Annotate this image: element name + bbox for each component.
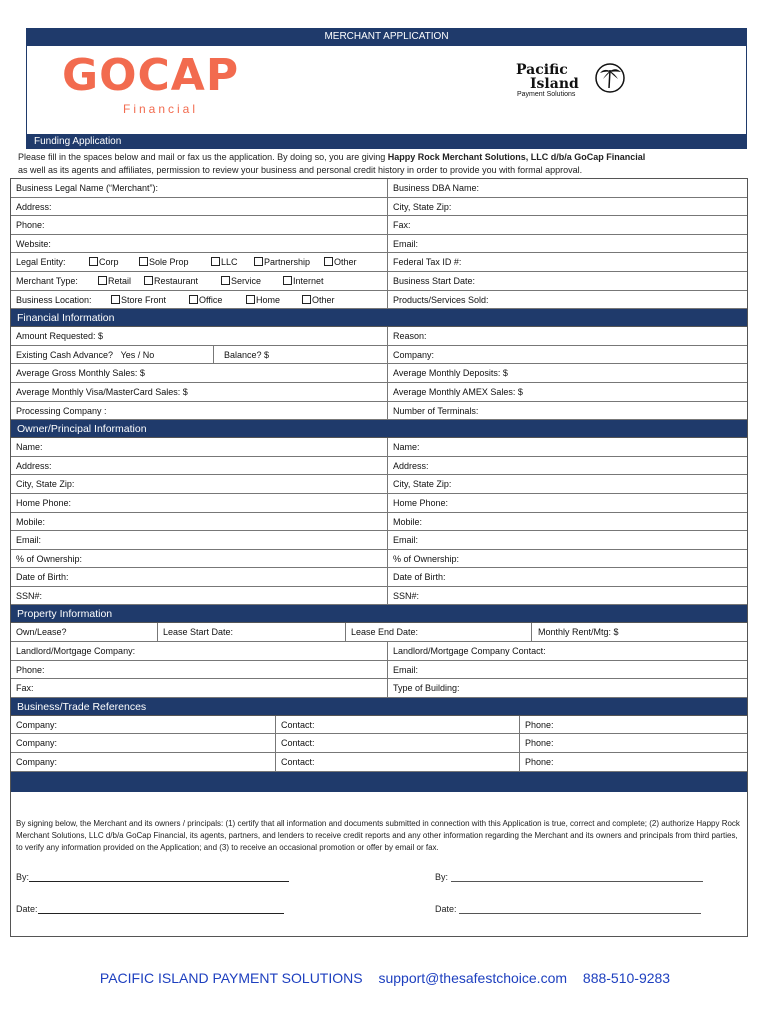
owner1-ssn-field[interactable]: SSN#: <box>16 590 43 601</box>
owner2-home-phone-field[interactable]: Home Phone: <box>387 494 749 512</box>
merchant-type-group <box>11 272 387 290</box>
avg-gross-sales-field[interactable]: Average Gross Monthly Sales: $ <box>16 368 145 379</box>
form-row <box>11 661 747 680</box>
building-type-field[interactable]: Type of Building: <box>387 679 749 697</box>
form-row <box>11 457 747 476</box>
owner2-address-field[interactable]: Address: <box>387 457 749 475</box>
form-row <box>11 364 747 383</box>
avg-amex-sales-field[interactable]: Average Monthly AMEX Sales: $ <box>387 383 749 401</box>
business-location-group <box>11 291 387 309</box>
processing-company-field[interactable]: Processing Company : <box>16 405 107 416</box>
trade-references-header: Business/Trade References <box>11 698 747 716</box>
own-lease-field[interactable]: Own/Lease? <box>16 627 67 638</box>
other-entity-checkbox[interactable] <box>324 257 333 266</box>
business-start-date-field[interactable]: Business Start Date: <box>387 272 749 290</box>
owner-signature-line[interactable] <box>435 872 703 882</box>
business-address-field[interactable]: Address: <box>16 201 52 212</box>
owner-information-header: Owner/Principal Information <box>11 420 747 438</box>
partnership-checkbox[interactable] <box>254 257 263 266</box>
form-row <box>11 513 747 532</box>
owner2-name-field[interactable]: Name: <box>387 438 749 456</box>
pacific-island-logo-tagline: Payment Solutions <box>517 91 576 98</box>
landlord-company-field[interactable]: Landlord/Mortgage Company: <box>16 646 136 657</box>
by-label: By: <box>435 871 449 882</box>
other-location-checkbox[interactable] <box>302 295 311 304</box>
internet-checkbox[interactable] <box>283 276 292 285</box>
legal-entity-label: Legal Entity: <box>16 257 66 268</box>
merchant-type-label: Merchant Type: <box>16 275 78 286</box>
lease-start-date-field[interactable]: Lease Start Date: <box>157 623 345 641</box>
form-row <box>11 679 747 698</box>
merchant-date-line[interactable] <box>16 904 284 914</box>
funding-application-title: Funding Application <box>34 136 122 147</box>
home-checkbox[interactable] <box>246 295 255 304</box>
section-divider-band <box>11 772 747 792</box>
authorization-disclaimer: By signing below, the Merchant and its owners / principals: (1) certify that all information and documents submitted in connection with this Application is true, correct and complete; (2) authorize Happy Rock Merchant Solutions, LLC d/b/a GoCap Financial, its agents, partners, and lenders to receive credit reports and any other information regarding the Merchant and its owners and principals from third parties, to verify any information provided on the Application; and (3) to receive an occasional promotion or offer by email or fax. <box>16 818 740 852</box>
reference-row <box>11 716 747 735</box>
form-row <box>11 531 747 550</box>
amount-requested-field[interactable]: Amount Requested: $ <box>16 331 104 342</box>
property-information-header: Property Information <box>11 605 747 623</box>
form-row <box>11 253 747 272</box>
owner1-city-field[interactable]: City, State Zip: <box>16 479 75 490</box>
yes-no-option[interactable]: Yes / No <box>120 349 155 360</box>
owner2-city-field[interactable]: City, State Zip: <box>387 475 749 493</box>
owner1-email-field[interactable]: Email: <box>16 535 42 546</box>
intro-company-name: Happy Rock Merchant Solutions, LLC d/b/a GoCap Financial <box>387 152 646 162</box>
retail-checkbox[interactable] <box>98 276 107 285</box>
retail-label: Retail <box>108 275 132 286</box>
corp-checkbox[interactable] <box>89 257 98 266</box>
internet-label: Internet <box>293 275 324 286</box>
business-dba-field[interactable]: Business DBA Name: <box>387 179 749 197</box>
existing-cash-advance-field[interactable] <box>11 346 213 364</box>
funding-application-header <box>26 135 747 149</box>
monthly-rent-field[interactable]: Monthly Rent/Mtg: $ <box>531 623 749 641</box>
form-row <box>11 494 747 513</box>
form-row <box>11 402 747 421</box>
balance-field[interactable]: Balance? $ <box>213 346 387 364</box>
form-row <box>11 272 747 291</box>
form-row <box>11 568 747 587</box>
llc-label: LLC <box>221 257 238 268</box>
owner2-mobile-field[interactable]: Mobile: <box>387 513 749 531</box>
footer-company: PACIFIC ISLAND PAYMENT SOLUTIONS <box>99 970 363 986</box>
owner2-email-field[interactable]: Email: <box>387 531 749 549</box>
home-label: Home <box>256 294 281 305</box>
other-entity-label: Other <box>334 257 357 268</box>
reference-company-field[interactable]: Company: <box>16 757 58 768</box>
business-fax-field[interactable]: Fax: <box>387 216 749 234</box>
number-of-terminals-field[interactable]: Number of Terminals: <box>387 402 749 420</box>
business-email-field[interactable]: Email: <box>387 235 749 253</box>
lease-end-date-field[interactable]: Lease End Date: <box>345 623 531 641</box>
by-label: By: <box>16 871 30 882</box>
sole-prop-checkbox[interactable] <box>139 257 148 266</box>
owner1-name-field[interactable]: Name: <box>16 442 43 453</box>
footer <box>0 970 770 986</box>
reference-phone-field[interactable]: Phone: <box>519 734 749 752</box>
avg-deposits-field[interactable]: Average Monthly Deposits: $ <box>387 364 749 382</box>
reference-contact-field[interactable]: Contact: <box>275 753 519 771</box>
owner1-ownership-field[interactable]: % of Ownership: <box>16 553 83 564</box>
form-row <box>11 642 747 661</box>
form-row <box>11 291 747 310</box>
application-form <box>10 178 748 937</box>
owner2-ssn-field[interactable]: SSN#: <box>387 587 749 605</box>
owner2-ownership-field[interactable]: % of Ownership: <box>387 550 749 568</box>
owner-date-line[interactable] <box>435 904 701 914</box>
form-row <box>11 327 747 346</box>
office-checkbox[interactable] <box>189 295 198 304</box>
form-row <box>11 346 747 365</box>
reason-field[interactable]: Reason: <box>387 327 749 345</box>
date-label: Date: <box>16 903 38 914</box>
avg-visa-mc-sales-field[interactable]: Average Monthly Visa/MasterCard Sales: $ <box>16 386 188 397</box>
reference-row <box>11 753 747 772</box>
owner1-dob-field[interactable]: Date of Birth: <box>16 572 69 583</box>
reference-contact-field[interactable]: Contact: <box>275 716 519 734</box>
existing-cash-advance-label: Existing Cash Advance? <box>16 349 114 360</box>
business-legal-name-field[interactable]: Business Legal Name (“Merchant”): <box>16 183 159 193</box>
merchant-signature-line[interactable] <box>16 872 289 882</box>
reference-row <box>11 734 747 753</box>
business-phone-field[interactable]: Phone: <box>16 220 45 231</box>
federal-tax-id-field[interactable]: Federal Tax ID #: <box>387 253 749 271</box>
other-location-label: Other <box>312 294 335 305</box>
form-title-bar <box>26 28 747 46</box>
signature-section <box>11 792 747 936</box>
business-city-field[interactable]: City, State Zip: <box>387 198 749 216</box>
property-phone-field[interactable]: Phone: <box>16 664 45 675</box>
intro-text <box>18 151 748 177</box>
llc-checkbox[interactable] <box>211 257 220 266</box>
store-front-label: Store Front <box>121 294 167 305</box>
office-label: Office <box>199 294 223 305</box>
form-row <box>11 438 747 457</box>
form-title: MERCHANT APPLICATION <box>324 31 449 42</box>
property-fax-field[interactable]: Fax: <box>16 683 34 694</box>
form-row <box>11 179 747 198</box>
store-front-checkbox[interactable] <box>111 295 120 304</box>
palm-tree-logo-icon <box>594 62 626 94</box>
form-row <box>11 383 747 402</box>
form-row <box>11 587 747 606</box>
form-row <box>11 623 747 642</box>
form-row <box>11 475 747 494</box>
products-services-field[interactable]: Products/Services Sold: <box>387 291 749 309</box>
footer-phone: 888-510-9283 <box>582 970 671 986</box>
partnership-label: Partnership <box>264 257 311 268</box>
reference-phone-field[interactable]: Phone: <box>519 753 749 771</box>
advance-company-field[interactable]: Company: <box>387 346 749 364</box>
service-label: Service <box>231 275 262 286</box>
reference-company-field[interactable]: Company: <box>16 738 58 749</box>
date-label: Date: <box>435 903 457 914</box>
owner1-mobile-field[interactable]: Mobile: <box>16 516 46 527</box>
intro-text-part2: as well as its agents and affiliates, permission to review your business and personal credit history in order to provide you with formal approval. <box>18 165 583 175</box>
form-row <box>11 550 747 569</box>
gocap-logo: GOCAP <box>62 50 240 101</box>
reference-contact-field[interactable]: Contact: <box>275 734 519 752</box>
owner2-dob-field[interactable]: Date of Birth: <box>387 568 749 586</box>
financial-information-header: Financial Information <box>11 309 747 327</box>
reference-phone-field[interactable]: Phone: <box>519 716 749 734</box>
service-checkbox[interactable] <box>221 276 230 285</box>
restaurant-label: Restaurant <box>154 275 199 286</box>
owner1-home-phone-field[interactable]: Home Phone: <box>16 497 72 508</box>
gocap-logo-subtitle: Financial <box>123 102 199 116</box>
form-row <box>11 216 747 235</box>
intro-text-part1: Please fill in the spaces below and mail or fax us the application. By doing so, you are giving <box>18 152 388 162</box>
property-email-field[interactable]: Email: <box>387 661 749 679</box>
legal-entity-group <box>11 253 387 271</box>
pacific-island-logo-line2: Island <box>530 76 579 92</box>
restaurant-checkbox[interactable] <box>144 276 153 285</box>
form-row <box>11 235 747 254</box>
pacific-island-logo-line1: Pacific <box>516 62 568 78</box>
landlord-contact-field[interactable]: Landlord/Mortgage Company Contact: <box>387 642 749 660</box>
footer-email-link[interactable]: support@thesafestchoice.com <box>378 970 568 986</box>
reference-company-field[interactable]: Company: <box>16 719 58 730</box>
corp-label: Corp <box>99 257 119 268</box>
owner1-address-field[interactable]: Address: <box>16 460 52 471</box>
business-location-label: Business Location: <box>16 294 92 305</box>
business-website-field[interactable]: Website: <box>16 238 51 249</box>
form-row <box>11 198 747 217</box>
sole-prop-label: Sole Prop <box>149 257 189 268</box>
